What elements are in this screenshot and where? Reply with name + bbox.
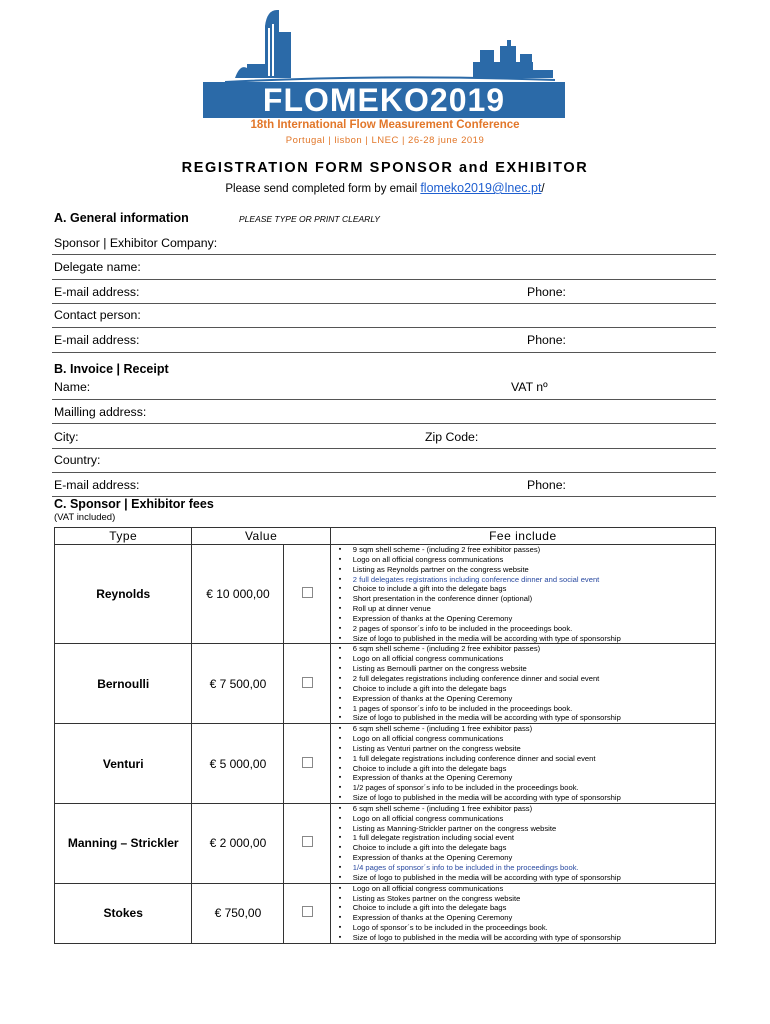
fee-value: € 750,00 [192, 883, 284, 943]
feature-item: ▪ Listing as Bernoulli partner on the congress website [339, 664, 715, 674]
divider [52, 472, 716, 473]
feature-list [331, 804, 715, 883]
feature-item: ▪ 6 sqm shell scheme - (including 1 free exhibitor pass) [339, 804, 715, 814]
fee-checkbox-cell [284, 545, 330, 644]
fee-row [55, 803, 716, 883]
feature-item: ▪ Listing as Stokes partner on the congress website [339, 894, 715, 904]
fee-include-cell [330, 883, 715, 943]
fee-include-cell [330, 724, 715, 804]
fee-rows [55, 545, 716, 944]
fee-row [55, 644, 716, 724]
feature-item: ▪ Logo on all official congress communications [339, 814, 715, 824]
feature-item: ▪ Expression of thanks at the Opening Ceremony [339, 913, 715, 923]
feature-item: ▪ Choice to include a gift into the delegate bags [339, 903, 715, 913]
fee-type: Stokes [55, 883, 192, 943]
print-clearly-note: PLEASE TYPE OR PRINT CLEARLY [239, 214, 380, 224]
fee-checkbox-cell [284, 644, 330, 724]
instruction-text: Please send completed form by email [225, 183, 418, 195]
section-c-heading: C. Sponsor | Exhibitor fees [54, 497, 214, 511]
feature-item: ▪ Size of logo to published in the media will be according with type of sponsorship [339, 933, 715, 943]
feature-list [331, 644, 715, 723]
feature-item: ▪ Expression of thanks at the Opening Ceremony [339, 694, 715, 704]
invoice-email-label: E-mail address: [54, 478, 140, 492]
fees-table [54, 527, 716, 944]
fee-type: Manning – Strickler [55, 803, 192, 883]
vat-note: (VAT included) [54, 512, 116, 523]
fee-row [55, 883, 716, 943]
fee-checkbox-cell [284, 803, 330, 883]
fee-include-cell [330, 644, 715, 724]
feature-item: ▪ Logo of sponsor´s to be included in the proceedings book. [339, 923, 715, 933]
fee-include-cell [330, 803, 715, 883]
divider [52, 254, 716, 255]
divider [52, 399, 716, 400]
phone-label: Phone: [527, 285, 566, 299]
fee-type: Venturi [55, 724, 192, 804]
feature-item: ▪ 1/2 pages of sponsor´s info to be included in the proceedings book. [339, 783, 715, 793]
fee-checkbox[interactable] [302, 587, 313, 598]
feature-item: ▪ Logo on all official congress communications [339, 654, 715, 664]
conference-location: Portugal | lisbon | LNEC | 26-28 june 2019 [285, 135, 485, 146]
feature-item: ▪ 6 sqm shell scheme - (including 2 free exhibitor passes) [339, 644, 715, 654]
col-value: Value [192, 528, 330, 545]
feature-item: ▪ Size of logo to published in the media will be according with type of sponsorship [339, 634, 715, 644]
fee-checkbox[interactable] [302, 906, 313, 917]
mailing-label: Mailling address: [54, 405, 147, 419]
table-header-row [55, 528, 716, 545]
feature-item: ▪ 1 pages of sponsor´s info to be included in the proceedings book. [339, 704, 715, 714]
section-a-heading: A. General information [54, 211, 189, 225]
feature-list [331, 724, 715, 803]
divider [52, 279, 716, 280]
feature-item: ▪ Logo on all official congress communications [339, 884, 715, 894]
fee-row [55, 724, 716, 804]
form-title: REGISTRATION FORM SPONSOR and EXHIBITOR [181, 160, 589, 176]
feature-item: ▪ 6 sqm shell scheme - (including 1 free exhibitor pass) [339, 724, 715, 734]
feature-item: ▪ Size of logo to published in the media will be according with type of sponsorship [339, 793, 715, 803]
delegate-label: Delegate name: [54, 260, 141, 274]
fee-row [55, 545, 716, 644]
feature-item: ▪ Choice to include a gift into the delegate bags [339, 584, 715, 594]
email-label: E-mail address: [54, 285, 140, 299]
feature-item: ▪ Expression of thanks at the Opening Ceremony [339, 614, 715, 624]
fee-type: Reynolds [55, 545, 192, 644]
city-label: City: [54, 430, 79, 444]
feature-item: ▪ Choice to include a gift into the delegate bags [339, 764, 715, 774]
svg-text:FLOMEKO2019: FLOMEKO2019 [262, 82, 506, 118]
feature-item: ▪ Expression of thanks at the Opening Ceremony [339, 773, 715, 783]
feature-item: ▪ Logo on all official congress communications [339, 555, 715, 565]
feature-item: ▪ 2 pages of sponsor´s info to be included in the proceedings book. [339, 624, 715, 634]
divider [52, 352, 716, 353]
feature-item: ▪ Size of logo to published in the media will be according with type of sponsorship [339, 873, 715, 883]
form-instruction [0, 181, 770, 195]
feature-item: ▪ 2 full delegates registrations including conference dinner and social event [339, 674, 715, 684]
divider [52, 303, 716, 304]
fee-value: € 5 000,00 [192, 724, 284, 804]
feature-list [331, 545, 715, 643]
invoice-phone-label: Phone: [527, 478, 566, 492]
feature-item: ▪ Listing as Venturi partner on the congress website [339, 744, 715, 754]
feature-item: ▪ 1/4 pages of sponsor´s info to be included in the proceedings book. [339, 863, 715, 873]
feature-item: ▪ 2 full delegates registrations including conference dinner and social event [339, 575, 715, 585]
feature-list [331, 884, 715, 943]
invoice-name-label: Name: [54, 380, 91, 394]
flomeko-logo [195, 6, 575, 156]
section-b-heading: B. Invoice | Receipt [54, 362, 169, 376]
feature-item: ▪ Choice to include a gift into the delegate bags [339, 843, 715, 853]
feature-item: ▪ Size of logo to published in the media will be according with type of sponsorship [339, 713, 715, 723]
fee-checkbox[interactable] [302, 836, 313, 847]
fee-checkbox[interactable] [302, 757, 313, 768]
contact-label: Contact person: [54, 308, 141, 322]
col-type: Type [55, 528, 192, 545]
feature-item: ▪ Roll up at dinner venue [339, 604, 715, 614]
lisbon-skyline-icon [195, 6, 575, 156]
fee-value: € 10 000,00 [192, 545, 284, 644]
divider [52, 423, 716, 424]
feature-item: ▪ Listing as Manning-Strickler partner on the congress website [339, 824, 715, 834]
fee-type: Bernoulli [55, 644, 192, 724]
feature-item: ▪ Choice to include a gift into the delegate bags [339, 684, 715, 694]
instruction-trail: / [541, 183, 545, 195]
divider [52, 448, 716, 449]
fee-value: € 7 500,00 [192, 644, 284, 724]
fee-checkbox-cell [284, 883, 330, 943]
feature-item: ▪ Listing as Reynolds partner on the congress website [339, 565, 715, 575]
fee-include-cell [330, 545, 715, 644]
fee-checkbox[interactable] [302, 677, 313, 688]
feature-item: ▪ Logo on all official congress communications [339, 734, 715, 744]
email-link[interactable]: flomeko2019@lnec.pt [420, 181, 542, 195]
feature-item: ▪ 1 full delegate registration including social event [339, 833, 715, 843]
fee-checkbox-cell [284, 724, 330, 804]
contact-email-label: E-mail address: [54, 333, 140, 347]
country-label: Country: [54, 453, 101, 467]
feature-item: ▪ Short presentation in the conference dinner (optional) [339, 594, 715, 604]
fee-value: € 2 000,00 [192, 803, 284, 883]
col-include: Fee include [330, 528, 715, 545]
company-label: Sponsor | Exhibitor Company: [54, 236, 218, 250]
divider [52, 327, 716, 328]
feature-item: ▪ Expression of thanks at the Opening Ceremony [339, 853, 715, 863]
vat-label: VAT nº [511, 380, 548, 394]
conference-name: 18th International Flow Measurement Conference [250, 119, 520, 131]
feature-item: ▪ 9 sqm shell scheme - (including 2 free exhibitor passes) [339, 545, 715, 555]
feature-item: ▪ 1 full delegate registrations including conference dinner and social event [339, 754, 715, 764]
zip-label: Zip Code: [425, 430, 479, 444]
contact-phone-label: Phone: [527, 333, 566, 347]
